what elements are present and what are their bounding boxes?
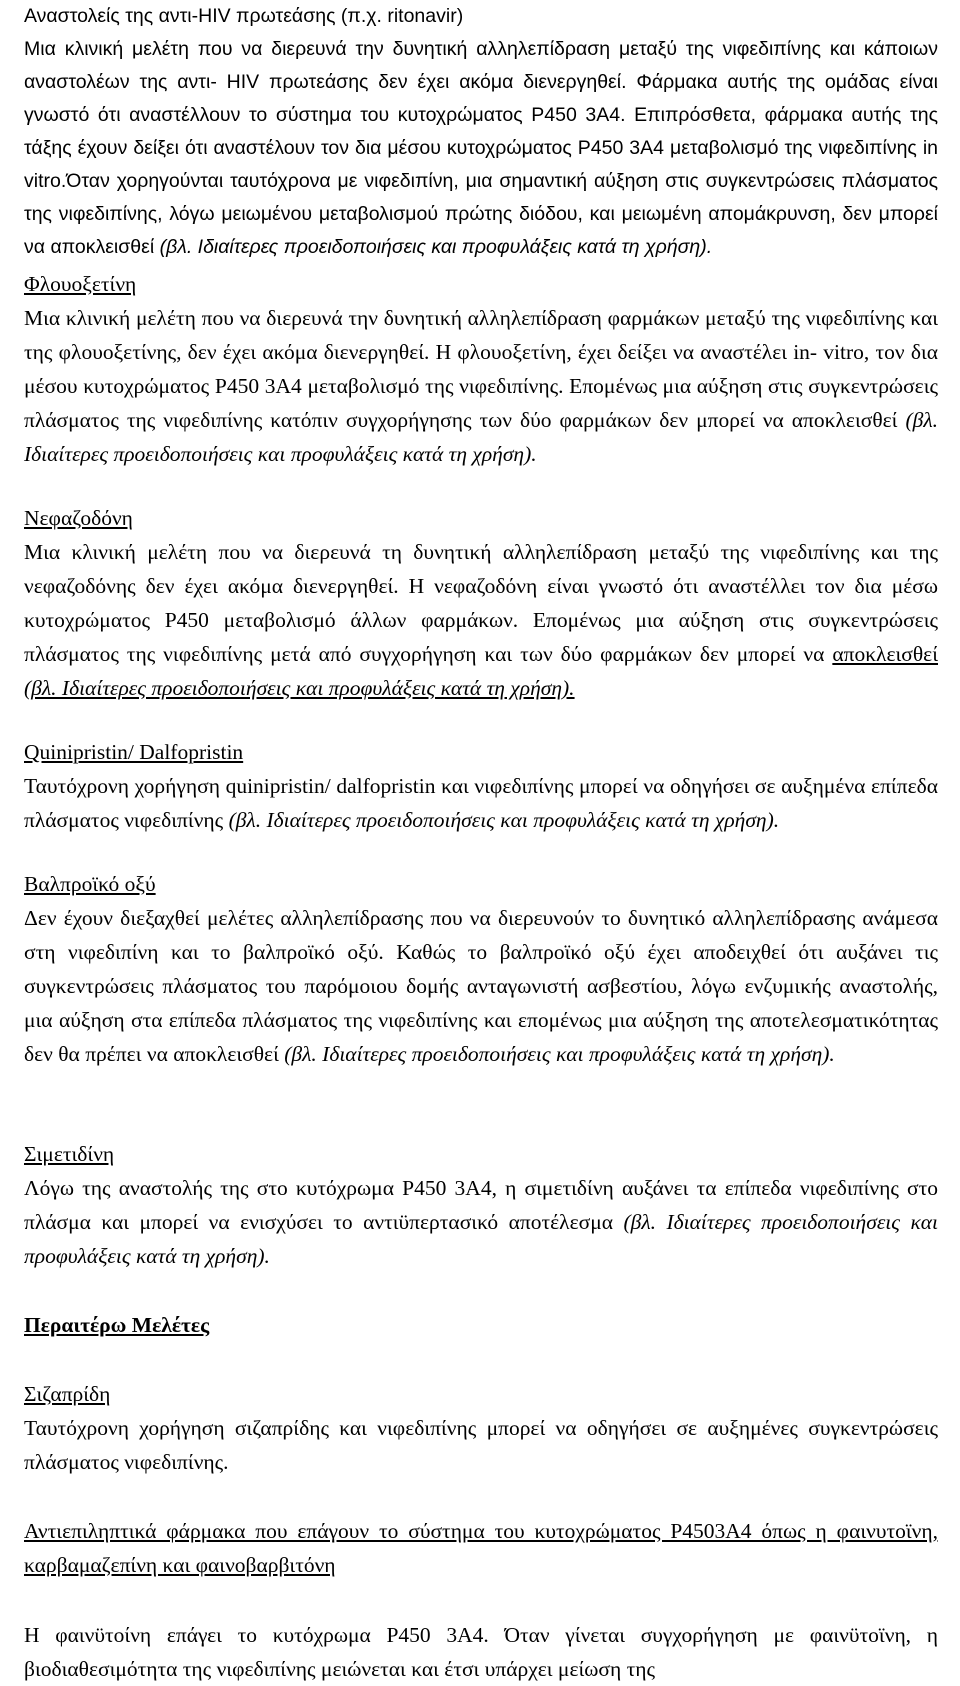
nefazodone-heading: Νεφαζοδόνη — [24, 506, 133, 530]
inducers-heading: Αντιεπιληπτικά φάρμακα που επάγουν το σύστημα του κυτοχρώματος P4503A4 όπως η φαινυτοϊνη, καρβαμαζεπίνη και φαινοβαρβιτόνη — [24, 1519, 938, 1577]
valproic-body-text: Δεν έχουν διεξαχθεί μελέτες αλληλεπίδρασης που να διερευνούν το δυνητικό αλληλεπίδρασης ανάμεσα στη νιφεδιπίνη και το βαλπροϊκό οξύ. Καθώς το βαλπροϊκό οξύ έχει αποδειχθεί ότι αυξάνει τις συγκεντρώσεις πλάσματος του παρόμοιου δομής ανταγωνιστή ασβεστίου, λόγω ενζυμικής αναστολής, μια αύξηση στα επίπεδα πλάσματος της νιφεδιπίνης και επομένως μια αύξηση της αποτελεσματικότητας δεν θα πρέπει να αποκλεισθεί — [24, 906, 938, 1066]
protease-body-2: Όταν χορηγούνται ταυτόχρονα με νιφεδιπίνη, μια σημαντική αύξηση στις συγκεντρώσεις πλάσματος της νιφεδιπίνης, λόγω μειωμένου μεταβολισμού πρώτης διόδου, και μειωμένη απομάκρυνση, δεν μπορεί να αποκλεισθεί — [24, 170, 938, 258]
section-fluoxetine — [24, 267, 938, 471]
protease-heading: Αναστολείς της αντι-HIV πρωτεάσης (π.χ. ritonavir) — [24, 5, 464, 27]
fluoxetine-heading: Φλουοξετίνη — [24, 272, 137, 296]
inducers-body: Η φαινϋτοίνη επάγει το κυτόχρωμα P450 3A4. Όταν γίνεται συγχορήγηση με φαινϋτοϊνη, η βιοδιαθεσιμότητα της νιφεδιπίνης μειώνεται και έτσι υπάρχει μείωση της — [24, 1623, 938, 1681]
section-cisapride — [24, 1377, 938, 1479]
cisapride-heading: Σιζαπρίδη — [24, 1382, 111, 1406]
further-studies-heading: Περαιτέρω Μελέτες — [24, 1313, 210, 1337]
section-quinupristin — [24, 735, 938, 837]
nefazodone-body — [24, 535, 938, 705]
section-cimetidine — [24, 1137, 938, 1273]
cimetidine-body — [24, 1171, 938, 1273]
nefazodone-body-text: Μια κλινική μελέτη που να διερευνά τη δυνητική αλληλεπίδραση μεταξύ της νιφεδιπίνης και της νεφαζοδόνης δεν έχει ακόμα διενεργηθεί. Η νεφαζοδόνη είναι γνωστό ότι αναστέλλει τον δια μέσω κυτοχρώματος P450 μεταβολισμό άλλων φαρμάκων. Επομένως μια αύξηση στις συγκεντρώσεις πλάσματος της νιφεδιπίνης μετά από συγχορήγηση και των δύο φαρμάκων δεν μπορεί να — [24, 540, 938, 666]
quinupristin-body — [24, 769, 938, 837]
fluoxetine-ref: (βλ. Ιδιαίτερες προειδοποιήσεις και προφυλάξεις κατά τη χρήση). — [24, 408, 939, 466]
protease-ref: (βλ. Ιδιαίτερες προειδοποιήσεις και προφυλάξεις κατά τη χρήση). — [159, 236, 713, 258]
protease-body — [24, 33, 938, 264]
section-valproic-acid — [24, 867, 938, 1071]
quinupristin-ref: (βλ. Ιδιαίτερες προειδοποιήσεις και προφυλάξεις κατά τη χρήση). — [228, 808, 780, 832]
protease-body-1: Μια κλινική μελέτη που να διερευνά την δυνητική αλληλεπίδραση μεταξύ της νιφεδιπίνης και κάποιων αναστολέων της αντι- HIV πρωτεάσης δεν έχει ακόμα διενεργηθεί. Φάρμακα αυτής της ομάδας είναι γνωστό ότι αναστέλλουν το σύστημα του κυτοχρώματος P450 3A4. Επιπρόσθετα, φάρμακα αυτής της τάξης έχουν δείξει ότι αναστέλουν τον δια μέσου κυτοχρώματος P450 3A4 μεταβολισμό της νιφεδιπίνης in vitro. — [24, 38, 938, 192]
quinupristin-heading: Quinipristin/ Dalfopristin — [24, 740, 244, 764]
valproic-body — [24, 901, 938, 1071]
section-enzyme-inducers — [24, 1514, 938, 1686]
section-nefazodone — [24, 501, 938, 705]
fluoxetine-body-text: Μια κλινική μελέτη που να διερευνά την δυνητική αλληλεπίδραση φαρμάκων μεταξύ της νιφεδιπίνης και της φλουοξετίνης, δεν έχει ακόμα διενεργηθεί. Η φλουοξετίνη, έχει δείξει να αναστέλει in- vitro, τον δια μέσου κυτοχρώματος P450 3A4 μεταβολισμό της νιφεδιπίνης. Επομένως μια αύξηση στις συγκεντρώσεις πλάσματος της νιφεδιπίνης κατόπιν συγχορήγησης των δύο φαρμάκων δεν μπορεί να αποκλεισθεί — [24, 306, 938, 432]
cisapride-body: Ταυτόχρονη χορήγηση σιζαπρίδης και νιφεδιπίνης μπορεί να οδηγήσει σε αυξημένες συγκεντρώσεις πλάσματος νιφεδιπίνης. — [24, 1416, 938, 1474]
section-protease-inhibitors — [24, 0, 938, 264]
nefazodone-ref: (βλ. Ιδιαίτερες προειδοποιήσεις και προφυλάξεις κατά τη χρήση). — [24, 676, 575, 700]
nefazodone-underlined: αποκλεισθεί — [832, 642, 938, 666]
document-page — [24, 0, 938, 1686]
cimetidine-body-text: Λόγω της αναστολής της στο κυτόχρωμα P450 3A4, η σιμετιδίνη αυξάνει τα επίπεδα νιφεδιπίνης στο πλάσμα και μπορεί να ενισχύσει το αντιϋπερτασικό αποτέλεσμα — [24, 1176, 938, 1234]
cimetidine-heading: Σιμετιδίνη — [24, 1142, 115, 1166]
section-further-studies — [24, 1308, 938, 1342]
cimetidine-ref: (βλ. Ιδιαίτερες προειδοποιήσεις και προφυλάξεις κατά τη χρήση). — [24, 1210, 939, 1268]
valproic-ref: (βλ. Ιδιαίτερες προειδοποιήσεις και προφυλάξεις κατά τη χρήση). — [284, 1042, 835, 1066]
fluoxetine-body — [24, 301, 938, 471]
valproic-heading: Βαλπροϊκό οξύ — [24, 872, 156, 896]
quinupristin-body-text: Ταυτόχρονη χορήγηση quinipristin/ dalfopristin και νιφεδιπίνης μπορεί να οδηγήσει σε αυξημένα επίπεδα πλάσματος νιφεδιπίνης — [24, 774, 938, 832]
